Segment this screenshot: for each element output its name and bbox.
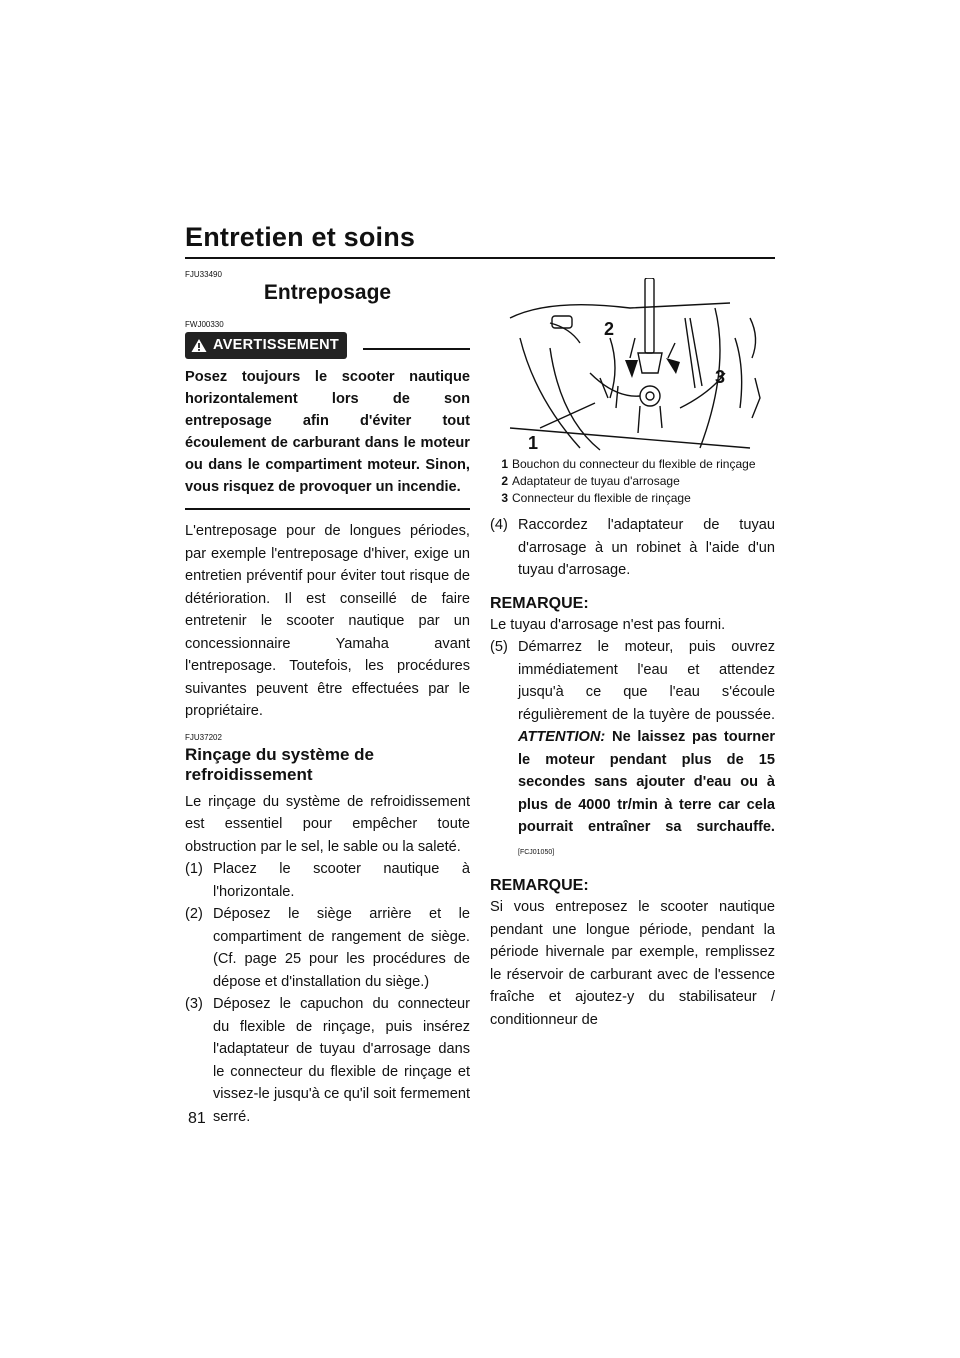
attention-label: ATTENTION: [518, 729, 606, 745]
figure-label-3: 3 [715, 367, 726, 387]
attention-code: [FCJ01050] [518, 848, 555, 856]
figure-label-1: 1 [528, 433, 539, 453]
step-3: (3) Déposez le capuchon du connecteur du flexible de rinçage, puis insérez l'adaptateur de tuyau d'arrosage dans le connecteur du flexible de rinçage et vissez-le jusqu'à ce qu'il soit fermement serré. [185, 996, 470, 1125]
legend-item: 3 Connecteur du flexible de rinçage [501, 491, 691, 505]
intro-paragraph: L'entreposage pour de longues périodes, par exemple l'entreposage d'hiver, exige un entretien préventif pour éviter tout risque de détérioration. Il est conseillé de faire entretenir le scooter nautique par un concessionnaire Yamaha avant l'entreposage. Toutefois, les procédures suivantes peuvent être effectuées par le propriétaire. [185, 523, 470, 720]
figure-legend [490, 457, 775, 506]
page-header-title: Entretien et soins [185, 222, 416, 252]
step-5: (5) Démarrez le moteur, puis ouvrez immédiatement l'eau et attendez jusqu'à ce que l'eau s'écoule régulièrement de la tuyère de poussée. ATTENTION: Ne laissez pas tourner le moteur pendant plus de 15 secondes sans ajouter d'eau ou à plus de 4000 tr/min à terre car cela pourrait entraîner sa surchauffe. [FCJ01050] [490, 639, 775, 856]
remark-text: Le tuyau d'arrosage n'est pas fourni. [490, 616, 726, 633]
flushing-figure [490, 278, 775, 453]
warning-triangle-icon [191, 338, 207, 353]
warning-top-rule [363, 348, 470, 350]
subsection-code: FJU37202 [185, 732, 222, 742]
section-title: Entreposage [263, 281, 392, 304]
attention-text: Ne laissez pas tourner le moteur pendant plus de 15 secondes sans ajouter d'eau ou à plus de 4000 tr/min à terre car cela pourrait entraîner sa surchauffe. [518, 729, 775, 835]
remark-2-title: REMARQUE: [490, 877, 589, 894]
section-code: FJU33490 [185, 270, 222, 279]
warning-text: Posez toujours le scooter nautique horizontalement lors de son entreposage afin d'éviter tout écoulement de carburant dans le moteur ou dans le compartiment moteur. Sinon, vous risquez de provoquer un incendie. [185, 369, 470, 496]
left-column [185, 270, 470, 1128]
warning-badge [185, 332, 347, 359]
page-number: 81 [188, 1110, 206, 1127]
warning-code: FWJ00330 [185, 320, 224, 329]
step-1: (1) Placez le scooter nautique à l'horizontale. [185, 861, 470, 900]
legend-item: 2 Adaptateur de tuyau d'arrosage [501, 474, 680, 488]
step-2: (2) Déposez le siège arrière et le compartiment de rangement de siège. (Cf. page 25 pour les procédures de dépose et d'installation du siège.) [185, 906, 470, 990]
remark-title: REMARQUE: [490, 594, 589, 612]
right-column [490, 270, 775, 1031]
remark-2-text: Si vous entreposez le scooter nautique pendant une longue période, pendant la période hivernale par exemple, remplissez le réservoir de carburant avec de l'essence fraîche et ajoutez-y du stabilisateur / conditionneur de [490, 899, 775, 1028]
step-5-text: Démarrez le moteur, puis ouvrez immédiatement l'eau et attendez jusqu'à ce que l'eau s'écoule régulièrement de la tuyère de poussée. [518, 639, 775, 723]
figure-label-2: 2 [604, 319, 615, 339]
header-rule [185, 257, 775, 259]
warning-box [185, 332, 470, 510]
flushing-connector-illustration [490, 278, 775, 453]
warning-label: AVERTISSEMENT [213, 337, 340, 353]
warning-bottom-rule [185, 508, 470, 510]
legend-item: 1 Bouchon du connecteur du flexible de rinçage [501, 457, 756, 471]
subsection-title: Rinçage du système de refroidissement [185, 744, 374, 784]
subsection-text: Le rinçage du système de refroidissement est essentiel pour empêcher toute obstruction par le sel, le sable ou la saleté. [185, 793, 470, 855]
step-4: (4) Raccordez l'adaptateur de tuyau d'arrosage à un robinet à l'aide d'un tuyau d'arrosage. [490, 517, 775, 578]
